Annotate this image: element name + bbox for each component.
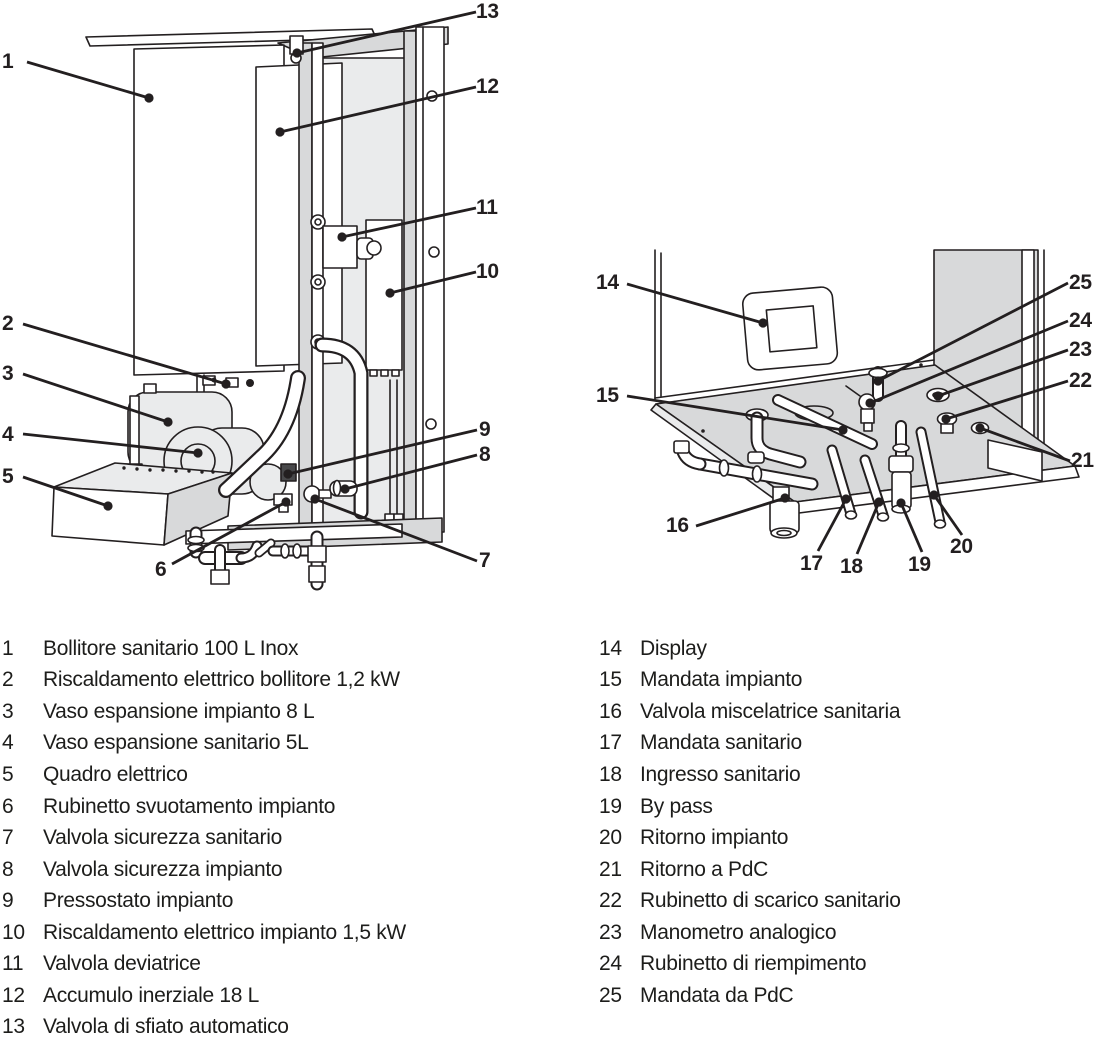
legend-item-label: Rubinetto di riempimento <box>640 952 867 976</box>
callout-label-18: 18 <box>840 555 863 578</box>
legend-item-number: 20 <box>599 826 622 850</box>
legend-item-20 <box>599 822 1089 854</box>
legend-item-2 <box>2 665 562 697</box>
legend-item-label: Display <box>640 636 707 660</box>
legend-item-3 <box>2 696 562 728</box>
callout-label-21: 21 <box>1071 449 1094 472</box>
legend-item-number: 12 <box>2 983 25 1007</box>
legend-item-number: 7 <box>2 826 14 850</box>
legend-item-4 <box>2 728 562 760</box>
callout-label-1: 1 <box>2 50 14 73</box>
legend-item-label: Valvola miscelatrice sanitaria <box>640 699 901 723</box>
callout-label-24: 24 <box>1069 309 1092 332</box>
legend-item-label: Vaso espansione impianto 8 L <box>43 699 315 723</box>
legend-item-label: By pass <box>640 794 713 818</box>
legend-right-column <box>599 633 1089 1012</box>
legend-item-22 <box>599 885 1089 917</box>
bottom-view-drawing <box>651 250 1079 538</box>
legend-item-label: Riscaldamento elettrico bollitore 1,2 kW <box>43 668 400 692</box>
callout-label-10: 10 <box>476 260 499 283</box>
legend-item-8 <box>2 854 562 886</box>
legend-item-number: 21 <box>599 857 622 881</box>
legend-item-number: 1 <box>2 636 14 660</box>
legend-item-label: Bollitore sanitario 100 L Inox <box>43 636 299 660</box>
callout-label-2: 2 <box>2 312 14 335</box>
legend-item-number: 11 <box>2 952 24 976</box>
legend-item-number: 15 <box>599 668 622 692</box>
legend-item-label: Rubinetto di scarico sanitario <box>640 889 901 913</box>
legend-item-label: Accumulo inerziale 18 L <box>43 983 260 1007</box>
callout-label-8: 8 <box>479 443 491 466</box>
callout-label-20: 20 <box>950 535 973 558</box>
legend-item-label: Valvola sicurezza sanitario <box>43 826 282 850</box>
legend-item-label: Rubinetto svuotamento impianto <box>43 794 336 818</box>
legend-item-number: 24 <box>599 952 622 976</box>
legend-item-5 <box>2 759 562 791</box>
callout-label-17: 17 <box>800 552 823 575</box>
legend-item-6 <box>2 791 562 823</box>
legend-item-number: 16 <box>599 699 622 723</box>
legend-item-label: Valvola sicurezza impianto <box>43 857 283 881</box>
callout-label-14: 14 <box>596 271 619 294</box>
callout-label-7: 7 <box>479 549 491 572</box>
front-view-drawing <box>52 27 448 584</box>
legend-item-label: Manometro analogico <box>640 920 837 944</box>
legend-item-number: 14 <box>599 636 622 660</box>
callout-label-3: 3 <box>2 362 14 385</box>
callout-label-4: 4 <box>2 423 14 446</box>
legend-item-label: Mandata da PdC <box>640 983 794 1007</box>
legend-item-number: 19 <box>599 794 622 818</box>
legend-item-number: 18 <box>599 762 622 786</box>
legend-item-13 <box>2 1012 562 1041</box>
legend-item-label: Ritorno impianto <box>640 826 789 850</box>
legend-item-12 <box>2 980 562 1012</box>
legend-item-label: Ingresso sanitario <box>640 762 801 786</box>
legend-item-21 <box>599 854 1089 886</box>
callout-label-13: 13 <box>476 0 499 23</box>
callout-label-6: 6 <box>155 558 167 581</box>
legend-item-number: 23 <box>599 920 622 944</box>
legend-item-9 <box>2 885 562 917</box>
legend-item-11 <box>2 948 562 980</box>
legend-item-number: 8 <box>2 857 14 881</box>
legend-item-number: 22 <box>599 889 622 913</box>
callout-label-23: 23 <box>1069 338 1092 361</box>
callout-label-9: 9 <box>479 418 491 441</box>
callout-label-22: 22 <box>1069 369 1092 392</box>
legend-item-1 <box>2 633 562 665</box>
legend-item-16 <box>599 696 1089 728</box>
legend-item-14 <box>599 633 1089 665</box>
legend-item-10 <box>2 917 562 949</box>
legend-item-number: 13 <box>2 1015 25 1039</box>
callout-label-12: 12 <box>476 75 499 98</box>
legend-item-number: 3 <box>2 699 14 723</box>
callout-label-15: 15 <box>596 384 619 407</box>
legend-item-number: 2 <box>2 668 14 692</box>
legend-item-label: Vaso espansione sanitario 5L <box>43 731 309 755</box>
callout-label-16: 16 <box>666 514 689 537</box>
legend-item-label: Valvola deviatrice <box>43 952 201 976</box>
legend-item-number: 17 <box>599 731 622 755</box>
callout-label-5: 5 <box>2 465 14 488</box>
legend-item-number: 25 <box>599 983 622 1007</box>
legend-item-17 <box>599 728 1089 760</box>
legend-item-label: Mandata impianto <box>640 668 803 692</box>
legend-item-23 <box>599 917 1089 949</box>
legend-item-number: 10 <box>2 920 25 944</box>
legend-item-label: Quadro elettrico <box>43 762 188 786</box>
legend-item-label: Mandata sanitario <box>640 731 802 755</box>
legend-item-number: 6 <box>2 794 14 818</box>
legend-item-label: Ritorno a PdC <box>640 857 768 881</box>
legend-item-19 <box>599 791 1089 823</box>
legend-item-label: Riscaldamento elettrico impianto 1,5 kW <box>43 920 406 944</box>
legend-item-15 <box>599 665 1089 697</box>
legend-item-label: Valvola di sfiato automatico <box>43 1015 289 1039</box>
legend-item-number: 4 <box>2 731 14 755</box>
callout-label-19: 19 <box>908 553 931 576</box>
legend-item-number: 5 <box>2 762 14 786</box>
legend-item-25 <box>599 980 1089 1012</box>
legend-item-label: Pressostato impianto <box>43 889 234 913</box>
legend-item-number: 9 <box>2 889 14 913</box>
callout-label-11: 11 <box>476 196 498 219</box>
legend-item-24 <box>599 948 1089 980</box>
callout-label-25: 25 <box>1069 271 1092 294</box>
legend-item-18 <box>599 759 1089 791</box>
legend-item-7 <box>2 822 562 854</box>
legend-left-column <box>2 633 562 1041</box>
